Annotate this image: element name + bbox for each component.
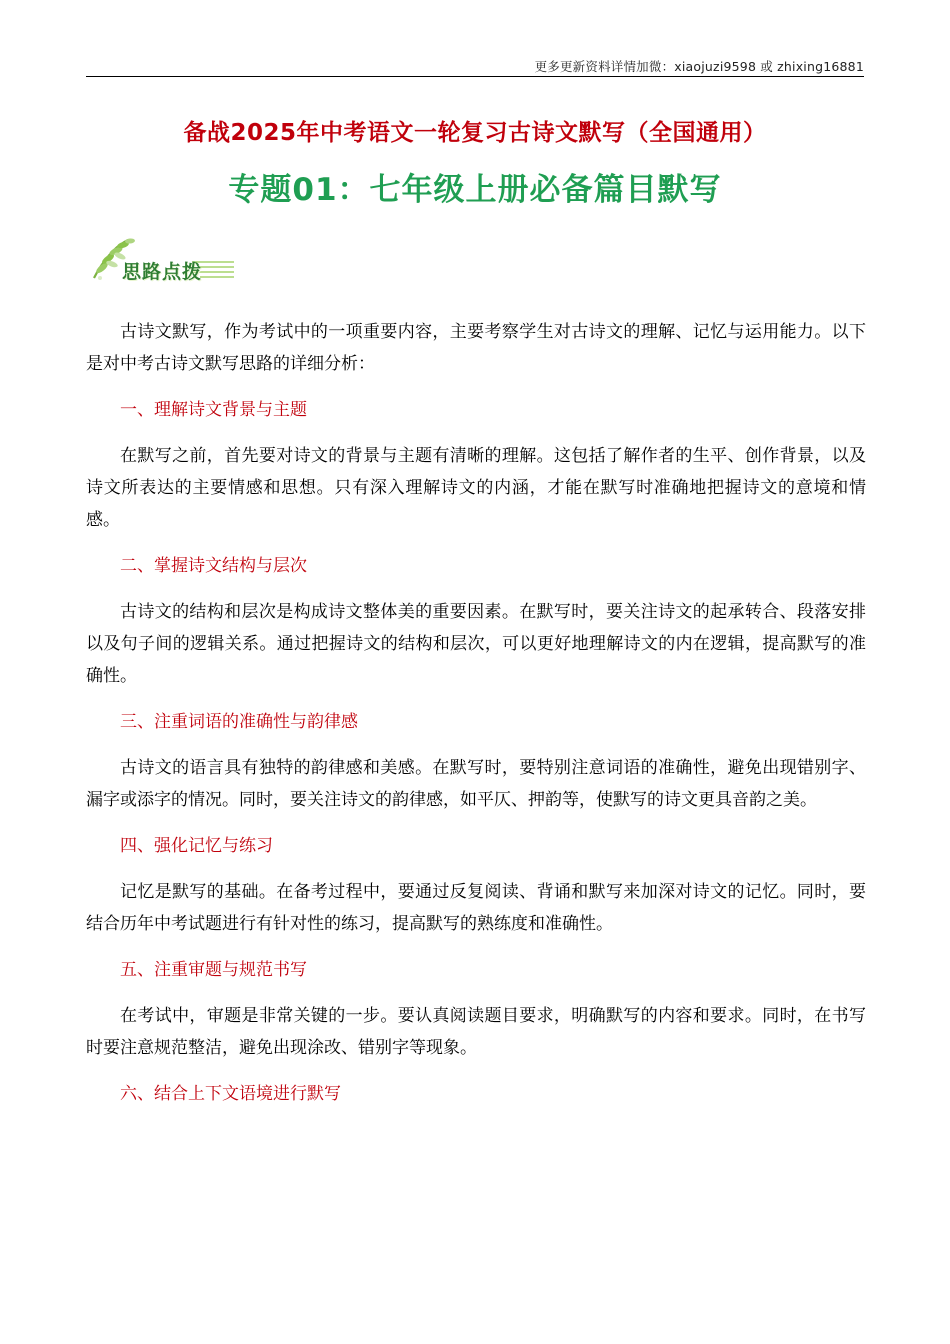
section-heading-5: 五、注重审题与规范书写 xyxy=(120,960,307,980)
header-contact-note: 更多更新资料详情加微：xiaojuzi9598 或 zhixing16881 xyxy=(534,59,864,74)
intro-paragraph: 古诗文默写，作为考试中的一项重要内容，主要考察学生对古诗文的理解、记忆与运用能力。以下是对中考古诗文默写思路的详细分析： xyxy=(86,322,866,374)
section-heading-3: 三、注重词语的准确性与韵律感 xyxy=(120,712,358,732)
section-body-5: 在考试中，审题是非常关键的一步。要认真阅读题目要求，明确默写的内容和要求。同时，在书写时要注意规范整洁，避免出现涂改、错别字等现象。 xyxy=(86,1006,866,1058)
header-rule xyxy=(86,76,864,77)
section-body-1: 在默写之前，首先要对诗文的背景与主题有清晰的理解。这包括了解作者的生平、创作背景，以及诗文所表达的主要情感和思想。只有深入理解诗文的内涵，才能在默写时准确地把握诗文的意境和情感。 xyxy=(86,446,866,530)
badge-label: 思路点拨 xyxy=(122,261,203,283)
section-body-4: 记忆是默写的基础。在备考过程中，要通过反复阅读、背诵和默写来加深对诗文的记忆。同时，要结合历年中考试题进行有针对性的练习，提高默写的熟练度和准确性。 xyxy=(86,882,866,934)
section-heading-4: 四、强化记忆与练习 xyxy=(120,836,273,856)
section-heading-6: 六、结合上下文语境进行默写 xyxy=(120,1084,341,1104)
section-heading-1: 一、理解诗文背景与主题 xyxy=(120,400,307,420)
section-body-3: 古诗文的语言具有独特的韵律感和美感。在默写时，要特别注意词语的准确性，避免出现错别字、漏字或添字的情况。同时，要关注诗文的韵律感，如平仄、押韵等，使默写的诗文更具音韵之美。 xyxy=(86,758,866,810)
section-badge xyxy=(88,232,238,284)
section-heading-2: 二、掌握诗文结构与层次 xyxy=(120,556,307,576)
page-subtitle: 专题01：七年级上册必备篇目默写 xyxy=(228,172,722,208)
article-body xyxy=(86,316,866,1124)
page-title: 备战2025年中考语文一轮复习古诗文默写（全国通用） xyxy=(183,120,767,146)
section-body-2: 古诗文的结构和层次是构成诗文整体美的重要因素。在默写时，要关注诗文的起承转合、段落安排以及句子间的逻辑关系。通过把握诗文的结构和层次，可以更好地理解诗文的内在逻辑，提高默写的准确性。 xyxy=(86,602,866,686)
